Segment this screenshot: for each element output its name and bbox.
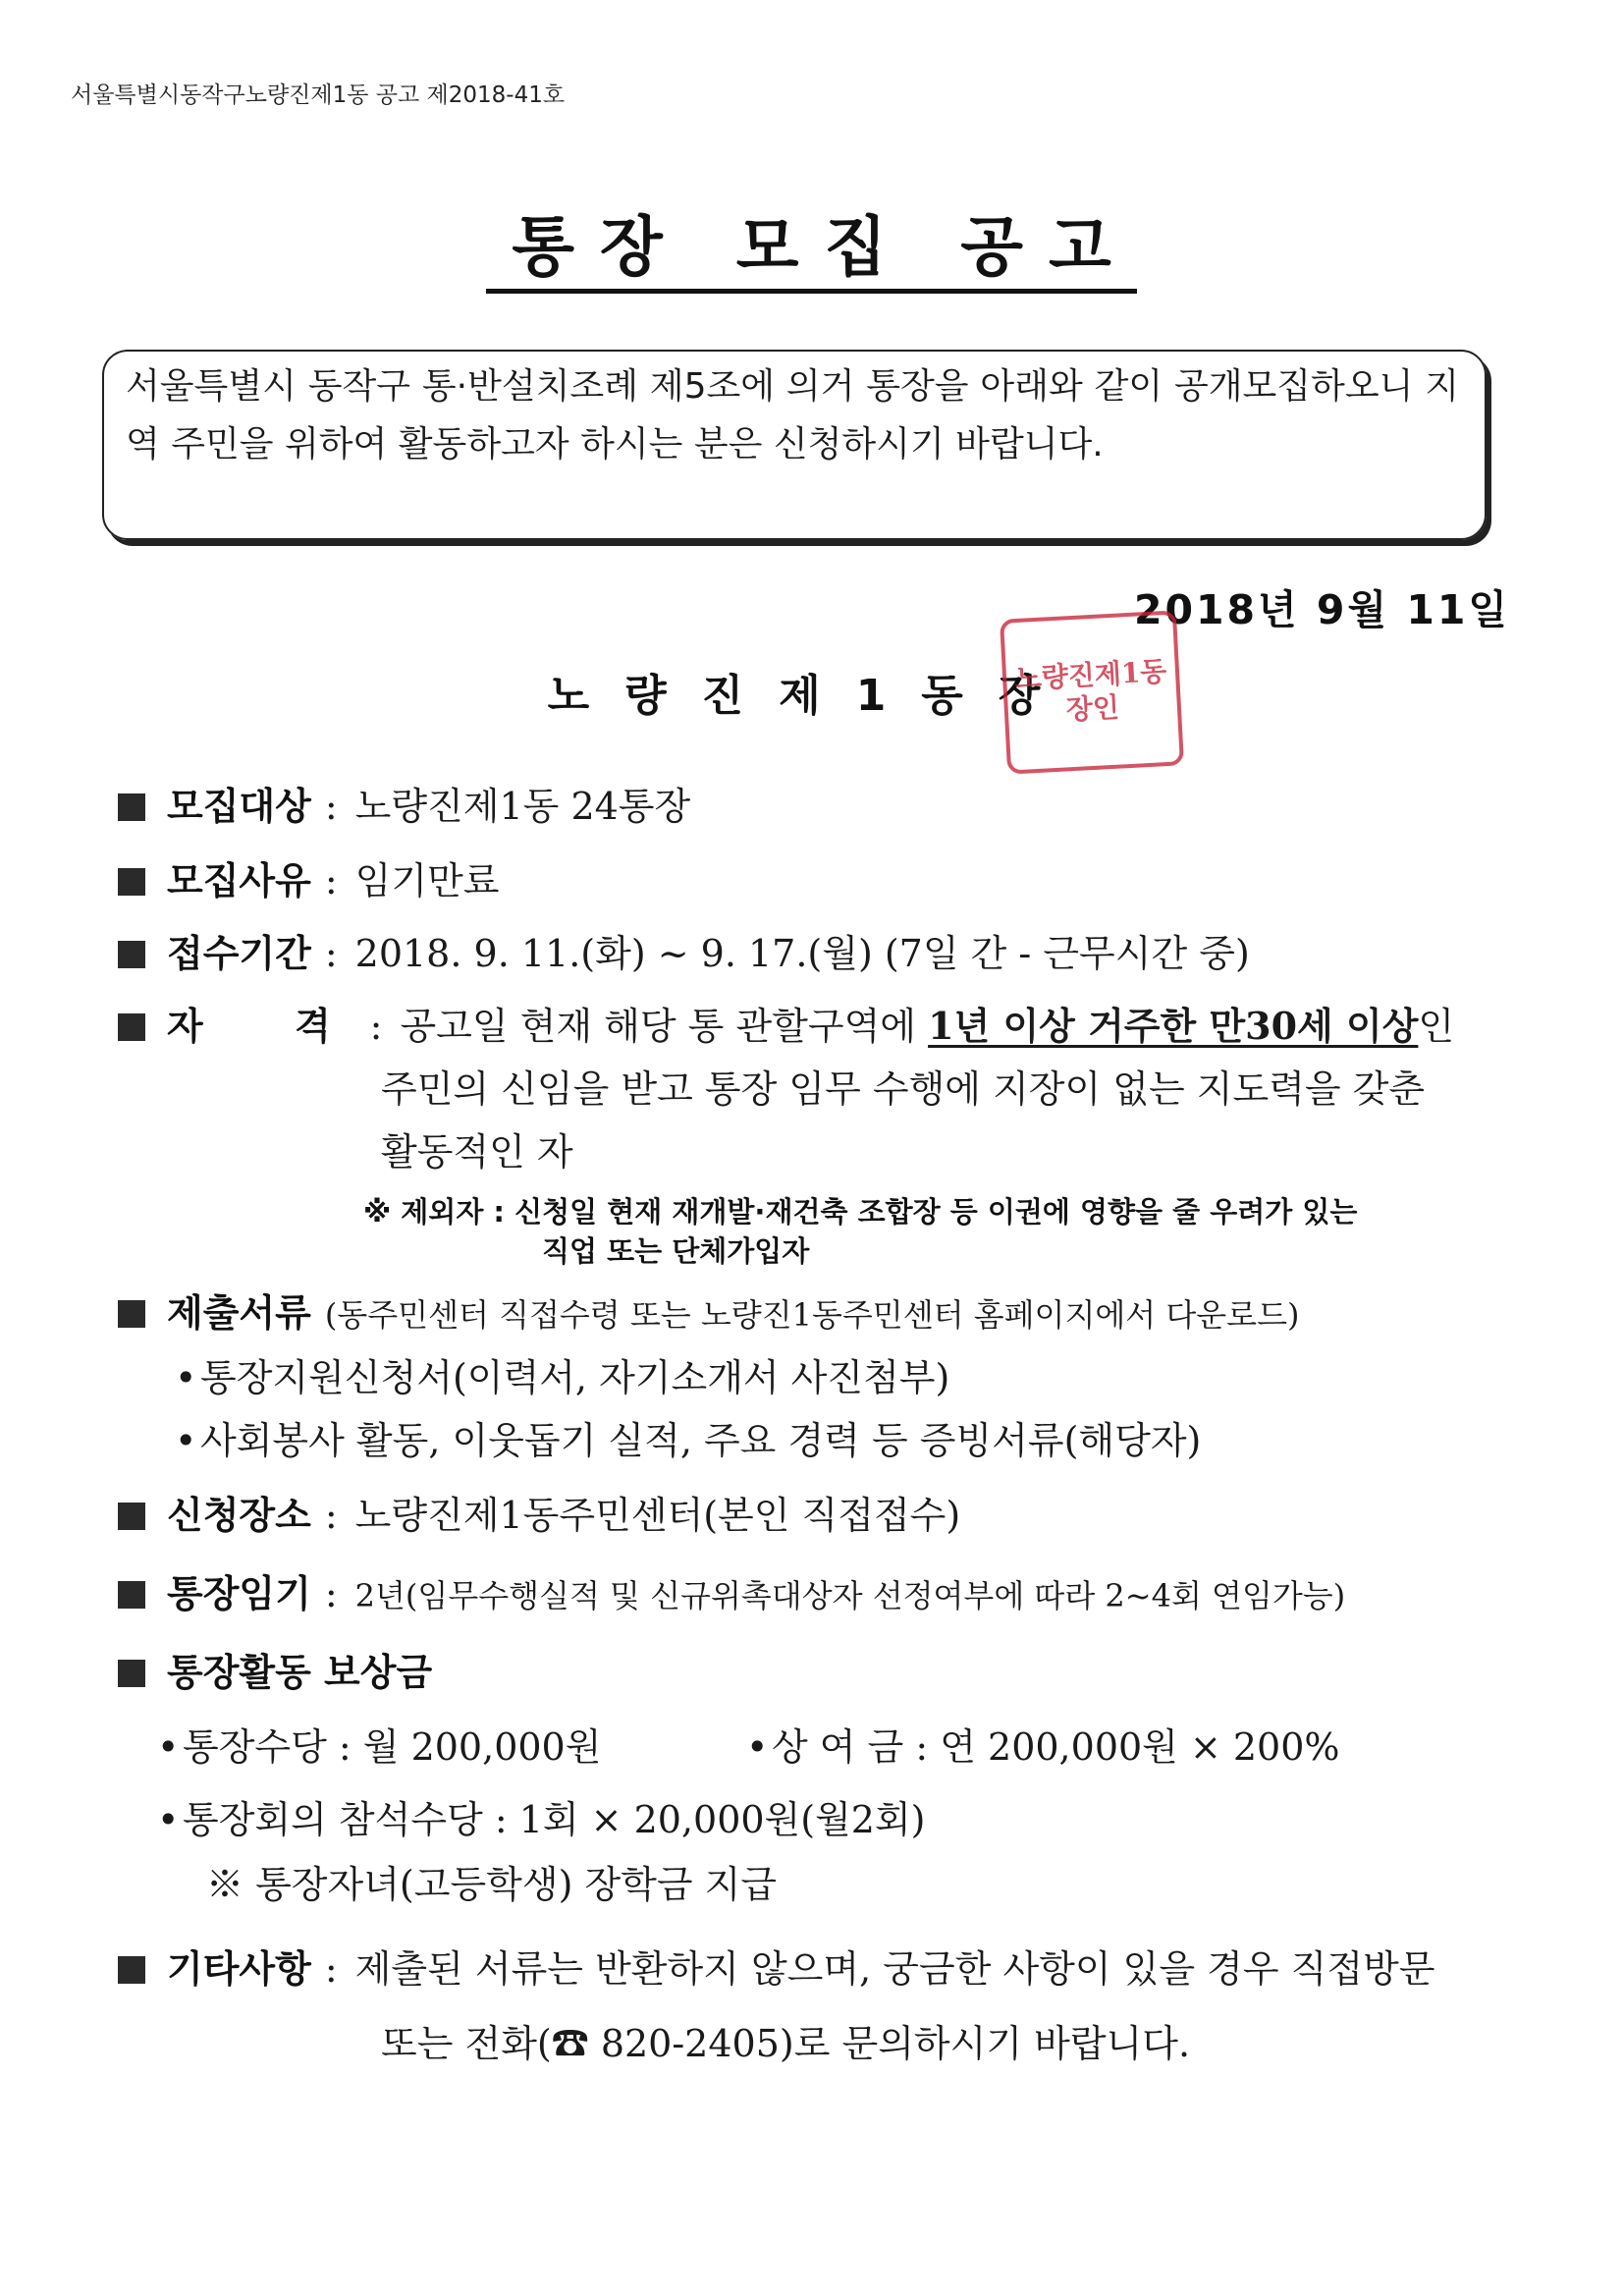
issuer-name: 노량진제1동장 <box>547 671 1076 721</box>
other-line2: 또는 전화(☎ 820-2405)로 문의하시기 바랍니다. <box>381 2022 1191 2065</box>
compensation-scholarship: ※ 통장자녀(고등학생) 장학금 지급 <box>206 1863 778 1906</box>
section-label: 자 격 <box>167 1005 370 1048</box>
intro-box <box>102 350 1487 540</box>
section-compensation <box>118 1642 432 1696</box>
document-reference-number: 서울특별시동작구노량진제1동 공고 제2018-41호 <box>71 82 566 108</box>
section-value: 노량진제1동주민센터(본인 직접접수) <box>354 1494 961 1537</box>
qualification-line3: 활동적인 자 <box>381 1130 573 1174</box>
section-label: 통장임기 <box>167 1572 311 1615</box>
section-value: 임기만료 <box>354 859 500 902</box>
square-bullet-icon <box>118 1660 145 1687</box>
document-item <box>175 1410 1201 1464</box>
square-bullet-icon <box>118 1503 145 1530</box>
document-item-text: 통장지원신청서(이력서, 자기소개서 사진첨부) <box>200 1356 950 1399</box>
document-item-text: 사회봉사 활동, 이웃돕기 실적, 주요 경력 등 증빙서류(해당자) <box>200 1419 1202 1462</box>
square-bullet-icon <box>118 1581 145 1609</box>
section-label: 신청장소 <box>167 1494 311 1537</box>
section-label: 통장활동 보상금 <box>167 1651 433 1694</box>
allowance-text: 통장수당 : 월 200,000원 <box>183 1725 602 1769</box>
qualification-line1-post: 인 <box>1418 1005 1455 1048</box>
square-bullet-icon <box>118 1300 145 1328</box>
meeting-text: 통장회의 참석수당 : 1회 × 20,000원(월2회) <box>183 1798 926 1841</box>
section-label: 제출서류 <box>167 1291 311 1335</box>
square-bullet-icon <box>118 1013 145 1041</box>
exclusion-note-line2: 직업 또는 단체가입자 <box>542 1234 810 1268</box>
dot-bullet-icon: • <box>175 1419 197 1462</box>
square-bullet-icon <box>118 941 145 968</box>
compensation-bonus <box>746 1717 1340 1771</box>
document-title <box>0 194 1623 288</box>
intro-text: 서울특별시 동작구 통·반설치조례 제5조에 의거 통장을 아래와 같이 공개모집하오니 지역 주민을 위하여 활동하고자 하시는 분은 신청하시기 바랍니다. <box>126 366 1459 465</box>
section-label: 기타사항 <box>167 1947 311 1991</box>
documents-note: (동주민센터 직접수령 또는 노량진1동주민센터 홈페이지에서 다운로드) <box>324 1296 1300 1334</box>
section-value: 노량진제1동 24통장 <box>354 785 691 828</box>
official-seal-stamp <box>1000 610 1184 774</box>
seal-text: 노량진제1동장인 <box>1013 654 1168 727</box>
section-label: 접수기간 <box>167 932 311 975</box>
qualification-line2: 주민의 신임을 받고 통장 임무 수행에 지장이 없는 지도력을 갖춘 <box>381 1067 1426 1111</box>
title-text: 통장 모집 공고 <box>486 209 1137 294</box>
section-documents <box>118 1283 1299 1337</box>
section-value: 2018. 9. 11.(화) ~ 9. 17.(월) (7일 간 - 근무시간 중) <box>354 932 1250 975</box>
bonus-text: 상 여 금 : 연 200,000원 × 200% <box>772 1725 1340 1769</box>
section-qualification: 자 격: 공고일 현재 해당 통 관할구역에 1년 이상 거주한 만30세 이상인 <box>118 996 1454 1050</box>
section-target: 모집대상 : 노량진제1동 24통장 <box>118 776 690 830</box>
dot-bullet-icon: • <box>746 1725 769 1769</box>
other-line1: 제출된 서류는 반환하지 않으며, 궁금한 사항이 있을 경우 직접방문 <box>354 1947 1435 1991</box>
section-label: 모집사유 <box>167 859 311 902</box>
square-bullet-icon <box>118 793 145 821</box>
section-value: 2년(임무수행실적 및 신규위촉대상자 선정여부에 따라 2~4회 연임가능) <box>354 1577 1346 1614</box>
document-item <box>175 1347 949 1401</box>
section-term: 통장임기 : 2년(임무수행실적 및 신규위촉대상자 선정여부에 따라 2~4회 연임가능) <box>118 1563 1345 1617</box>
section-place: 신청장소 : 노량진제1동주민센터(본인 직접접수) <box>118 1485 960 1539</box>
issue-date: 2018년 9월 11일 <box>1133 586 1510 633</box>
qualification-emphasis: 1년 이상 거주한 만30세 이상 <box>928 1004 1419 1048</box>
dot-bullet-icon: • <box>175 1356 197 1399</box>
dot-bullet-icon: • <box>157 1725 180 1769</box>
compensation-allowance <box>157 1717 601 1771</box>
section-label: 모집대상 <box>167 785 311 828</box>
exclusion-note-line1: ※ 제외자 : 신청일 현재 재개발·재건축 조합장 등 이권에 영향을 줄 우려가 있는 <box>363 1195 1358 1229</box>
section-other: 기타사항 : 제출된 서류는 반환하지 않으며, 궁금한 사항이 있을 경우 직접방문 <box>118 1939 1435 1993</box>
section-reason: 모집사유 : 임기만료 <box>118 850 500 904</box>
compensation-meeting <box>157 1789 926 1843</box>
qualification-line1-pre: 공고일 현재 해당 통 관할구역에 <box>400 1005 929 1048</box>
square-bullet-icon <box>118 1956 145 1984</box>
section-period: 접수기간 : 2018. 9. 11.(화) ~ 9. 17.(월) (7일 간 - 근무시간 중) <box>118 923 1250 977</box>
dot-bullet-icon: • <box>157 1798 180 1841</box>
square-bullet-icon <box>118 868 145 896</box>
